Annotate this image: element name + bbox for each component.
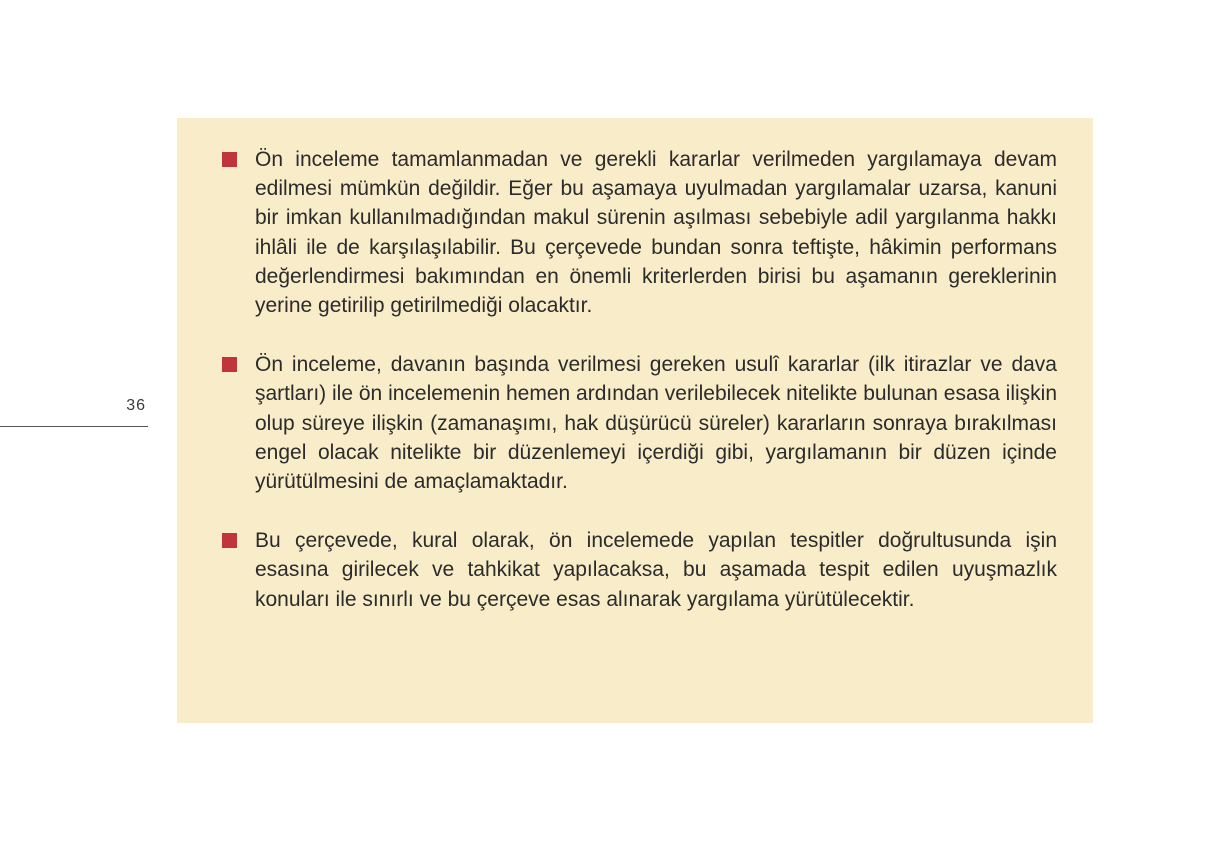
page-number: 36 bbox=[126, 397, 146, 414]
square-bullet-icon bbox=[222, 533, 237, 548]
bullet-list bbox=[255, 145, 1057, 644]
square-bullet-icon bbox=[222, 152, 237, 167]
list-item-text: Bu çerçevede, kural olarak, ön incelemede yapılan tespitler doğrultusunda işin esasına girilecek ve tahkikat yapılacaksa, bu aşamada tespit edilen uyuşmazlık konuları ile sınırlı ve bu çerçeve esas alınarak yargılama yürütülecektir. bbox=[255, 529, 1057, 611]
list-item bbox=[255, 350, 1057, 496]
page-number-rule bbox=[0, 426, 148, 427]
list-item bbox=[255, 145, 1057, 320]
square-bullet-icon bbox=[222, 357, 237, 372]
list-item bbox=[255, 526, 1057, 614]
list-item-text: Ön inceleme, davanın başında verilmesi gereken usulî kararlar (ilk itirazlar ve dava şartları) ile ön incelemenin hemen ardından verilebilecek nitelikte bulunan esasa ilişkin olup süreye ilişkin (zamanaşımı, hak düşürücü süreler) kararların sonraya bırakılması engel olacak nitelikte bir düzenlemeyi içerdiği gibi, yargılamanın bir düzen içinde yürütülmesini de amaçlamaktadır. bbox=[255, 353, 1057, 494]
list-item-text: Ön inceleme tamamlanmadan ve gerekli kararlar verilmeden yargılamaya devam edilmesi mümkün değildir. Eğer bu aşamaya uyulmadan yargılamalar uzarsa, kanuni bir imkan kullanılmadığından makul sürenin aşılması sebebiyle adil yargılanma hakkı ihlâli ile de karşılaşılabilir. Bu çerçevede bundan sonra teftişte, hâkimin performans değerlendirmesi bakımından en önemli kriterlerden birisi bu aşamanın gereklerinin yerine getirilip getirilmediği olacaktır. bbox=[255, 148, 1057, 318]
